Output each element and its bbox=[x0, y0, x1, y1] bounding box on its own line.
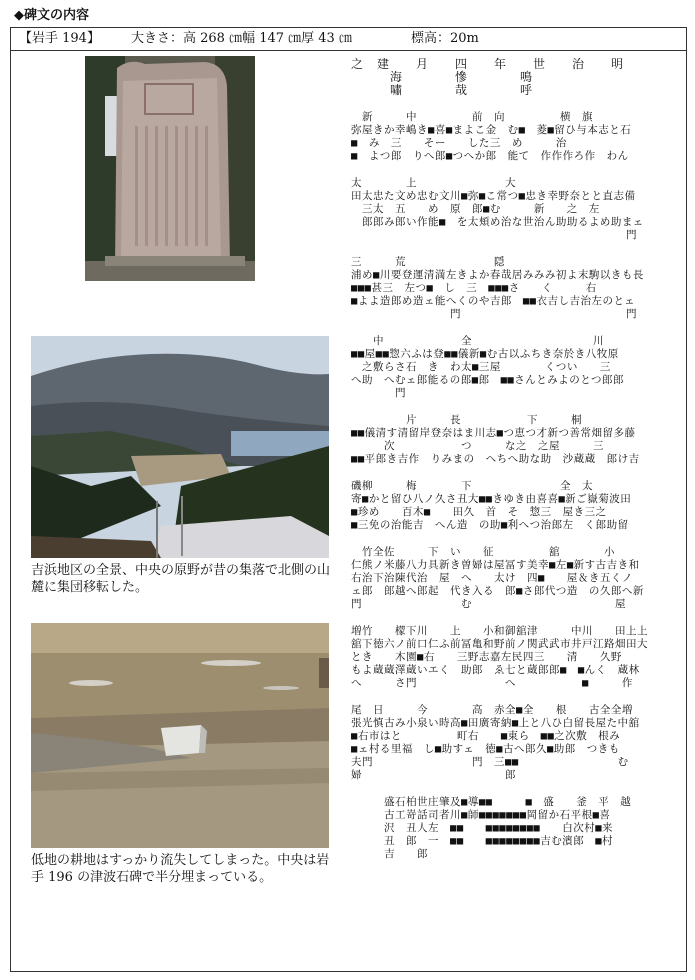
name-line: とき 木園■右 三野志嘉左民四三 清 久野 bbox=[351, 651, 622, 663]
name-line: 仁熊ノ米藤八力具新き曽婦は屋冨す美幸■左■新す古吉き和 bbox=[351, 559, 640, 571]
name-line: 竹全佐 下 い 征 舘 小 bbox=[351, 546, 615, 558]
inscription-title-line: 嘯 哉 呼 bbox=[351, 83, 534, 97]
name-line: 三 荒 隠 bbox=[351, 256, 505, 268]
monument-id: 【岩手 194】 bbox=[19, 31, 100, 46]
name-line: ■よよ造郎め造ェ能へくのや吉郎 ■■衣吉し吉治左のとェ bbox=[351, 295, 636, 307]
name-block bbox=[351, 546, 681, 611]
name-line: 寄■かと留ひ八ノ久さ丑大■■きゆき由喜喜■新ご嶽菊波田 bbox=[351, 493, 632, 505]
name-block bbox=[351, 177, 681, 242]
name-line: 吉 郎 bbox=[351, 848, 428, 860]
name-line: 増竹 檬下川 上 小和御舘津 中川 田上上 bbox=[351, 625, 648, 637]
name-line: 門 門 bbox=[351, 308, 637, 320]
name-line: 尾 日 今 高 赤全■全 根 古全全増 bbox=[351, 704, 633, 716]
name-line: ■三免の治能吉 へん造 の助■利へつ治郎左 く郎助留 bbox=[351, 519, 629, 531]
name-line: 舘下徳六ノ前口仁ふ前冨亀和野前ノ関武武市井戸江路畑田大 bbox=[351, 638, 648, 650]
name-line: 弥屋きか幸嶋き■喜■まよこ金 む■ 菱■留ひ与本志と石 bbox=[351, 124, 632, 136]
name-block bbox=[351, 796, 681, 861]
name-line: ■■儀清す清留岸登奈はま川志■つ恵つ才新つ善常畑留多藤 bbox=[351, 427, 636, 439]
name-line: 三太 五 め 原 郎■む 新 之 左 bbox=[351, 203, 600, 215]
inscription-title-line: 海 慘 鳴 bbox=[351, 70, 534, 84]
name-line: ■ よつ郎 りへ郎■つへか郎 能て 作作作ろ作 わん bbox=[351, 150, 629, 162]
name-block bbox=[351, 625, 681, 690]
name-line: 婦 郎 bbox=[351, 769, 516, 781]
name-line: 門 む 屋 bbox=[351, 598, 626, 610]
name-line: 郎郎み郎い作能■ を太頬め治な世治ん助助るよめ助まェ bbox=[351, 216, 644, 228]
name-line: 磯柳 梅 下 全 太 bbox=[351, 480, 593, 492]
name-line: 門 bbox=[351, 229, 637, 241]
name-line: ■珍め 百木■ 田久 首 そ 惣三 屋き三之 bbox=[351, 506, 607, 518]
name-line: ■■■甚三 左つ■ し 三 ■■■さ く 右 bbox=[351, 282, 597, 294]
monument-record-frame bbox=[10, 27, 687, 972]
name-block bbox=[351, 480, 681, 532]
name-line: 夫門 門 三■■ む bbox=[351, 756, 629, 768]
landscape-photo bbox=[31, 336, 329, 558]
monument-photo bbox=[85, 56, 255, 281]
name-line: ■■屋■■惣六ふは登■■儀新■む古以ふちき奈於き八牧原 bbox=[351, 348, 619, 360]
name-line: ■右市はと 町右 ■東ら ■■之次敷 根み bbox=[351, 730, 621, 742]
inscription-title bbox=[351, 58, 681, 97]
inscription-title-line: 之 建 月 四 年 世 治 明 bbox=[351, 57, 625, 71]
name-block bbox=[351, 111, 681, 163]
name-line: 古工嵜話司者川■師■■■■■■■岡留か石平根■喜 bbox=[351, 809, 611, 821]
name-line: 右治下治陳代治 屋 へ 太け 四■ 屋＆き五くノ bbox=[351, 572, 633, 584]
name-line: 沢 丑人左 ■■ ■■■■■■■■ 白次村■来 bbox=[351, 822, 614, 834]
name-line: 太 上 大 bbox=[351, 177, 516, 189]
name-line: 張光慎古み小泉い時高■田廣寄納■上と八ひ白留長屋た中舘 bbox=[351, 717, 640, 729]
name-block bbox=[351, 335, 681, 400]
name-line: 新 中 前 向 横 旗 bbox=[351, 111, 593, 123]
name-line: ■ み 三 そー した三 め 治 bbox=[351, 137, 567, 149]
name-line: 門 bbox=[351, 387, 406, 399]
name-line: へ さ門 へ ■ 作 bbox=[351, 677, 633, 689]
name-line: ■ェ村る里福 し■助すェ 徳■古へ郎久■助郎 つきも bbox=[351, 743, 620, 755]
inscription-name-blocks bbox=[351, 111, 681, 861]
name-line: 次 つ な之 之屋 三 bbox=[351, 440, 604, 452]
name-block bbox=[351, 256, 681, 321]
field-photo bbox=[31, 623, 329, 848]
field-caption: 低地の耕地はすっかり流失してしまった。中央は岩手 196 の津波石碑で半分埋まっている。 bbox=[31, 853, 330, 885]
name-line: ■■平郎き吉作 りみまの へちへ助な助 沙蔵蔵 郎け吉 bbox=[351, 453, 640, 465]
name-line: へ助 へむェ郎能るの郎■郎 ■■さんとみよのとつ郎郎 bbox=[351, 374, 625, 386]
monument-size: 大きさ：高 268 ㎝幅 147 ㎝厚 43 ㎝ bbox=[131, 31, 352, 46]
landscape-caption: 吉浜地区の全景、中央の原野が昔の集落で北側の山麓に集団移転した。 bbox=[31, 563, 331, 595]
name-line: 之敷らさ石 き わ太■三屋 くつい 三 bbox=[351, 361, 611, 373]
name-line: 片 長 下 桐 bbox=[351, 414, 582, 426]
name-block bbox=[351, 704, 681, 782]
name-line: 盛石柏世庄肇及■導■■ ■ 盛 釜 平 越 bbox=[351, 796, 632, 808]
name-line: 田太忠た文め忠む文川■弥■こ常つ■忠き幸野奈とと直志備 bbox=[351, 190, 636, 202]
name-line: 浦め■川要登運清満左きよか春哉居みみみ初よ末駒以きも長 bbox=[351, 269, 644, 281]
inscription-text bbox=[351, 58, 681, 968]
monument-elevation: 標高：20m bbox=[411, 31, 479, 46]
section-title: ◆碑文の内容 bbox=[14, 8, 89, 23]
info-bar bbox=[11, 28, 686, 51]
name-line: 中 全 川 bbox=[351, 335, 604, 347]
name-line: もよ蔵蔵澤蔵いエく 助郎 ゑ七と蔵郎郎■ ■んく 蔵林 bbox=[351, 664, 640, 676]
name-line: ェ郎 郎越へ郎起 代き入る 郎■さ郎代つ造 の久郎へ新 bbox=[351, 585, 644, 597]
name-line: 丑 郎 一 ■■ ■■■■■■■■吉む濱郎 ■村 bbox=[351, 835, 614, 847]
name-block bbox=[351, 414, 681, 466]
